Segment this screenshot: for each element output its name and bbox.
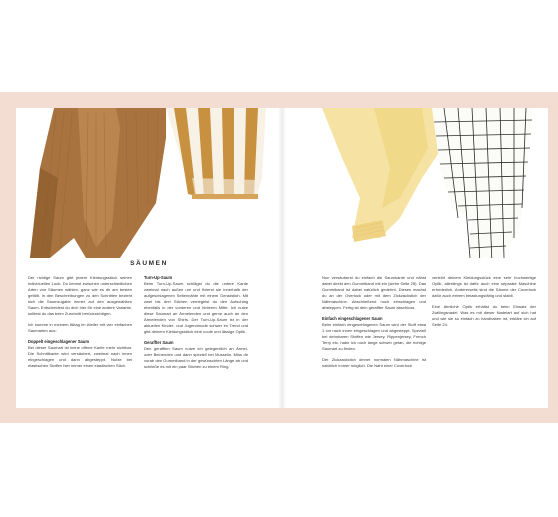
photo-corduroy-and-striped-pants (16, 108, 282, 258)
subheading-single-fold-hem: Einfach eingeschlagener Saum (322, 316, 383, 321)
grid-pants (432, 108, 532, 258)
photo-yellow-and-grid-pants (282, 108, 548, 258)
subheading-turn-up-hem: Turn-Up-Saum (144, 275, 173, 280)
pants-illustration-right (282, 108, 548, 258)
right-page (282, 108, 548, 408)
left-page (16, 108, 282, 408)
book-spread (16, 108, 548, 408)
right-page-column-2 (432, 275, 536, 333)
paragraph-single-fold-hem: Beim einfach eingeschlagenen Saum wird der Stoff etwa 1 cm nach innen eingeschlagen und abgesteppt. Speziell bei dehnbaren Stoffen wie Jersey, Rippenjersey, French Terry etc. habe ich noch lange schwer getan, die richtige Saumart zu finden. (322, 322, 426, 351)
intro-paragraph: Der richtige Saum gibt jedem Kleidungsstück seinen individuellen Look. Du kennst zwischen unterschiedlichen Arten von Säumen wählen, ganz wie es dir am besten gefällt. In den Beschreibungen zu den Schnitten bezieht sich die Saumzugabe immer auf den ausgewählten Saum. Entscheidest du dich hier für eine andere Variante, solltest du das beim Zuschnitt berücksichtigen. (28, 275, 132, 316)
intro-paragraph-2: Ich komme in meinem Alltag im Atelier mit vier einfachen Saumarten aus: (28, 322, 132, 333)
subheading-gathered-hem: Geraffter Saum (144, 340, 174, 345)
left-page-column-2 (144, 275, 248, 375)
corduroy-pants (30, 108, 166, 258)
paragraph-gathered-hem-continued: Nun versäuberst du einfach die Saumkante und nähst dabei direkt den Gummiband mit ein (siehe Seite 25). Das Gummiband ist dabei natürlich gedehnt. Dieses machst du an der Overlock oder mit dem Zickzackstich der Nähmaschine. Abschließend noch einschlagen und absteppen. Fertig ist dein geraffter Saum abschluss. (322, 275, 426, 310)
subheading-double-hem: Doppelt eingeschlagener Saum (28, 339, 89, 344)
section-heading: SÄUMEN (130, 260, 168, 267)
right-page-column-1 (322, 275, 426, 374)
paragraph-zigzag-stitch: Der Zickzackstich deiner normalen Nähmaschine ist natürlich immer möglich. Die Naht einer Coverlock (322, 357, 426, 368)
paragraph-double-hem: Bei dieser Saumart ist keine offene Kante mehr sichtbar. Die Schnittkante wird versäubert, zweimal nach innen eingeschlagen und dann abgesteppt. Nutze bei elastischen Stoffen hier immer einen elastischen Stich. (28, 345, 132, 368)
left-page-column-1 (28, 275, 132, 374)
pants-illustration-left (16, 108, 282, 258)
yellow-muslin-pants (322, 108, 442, 242)
paragraph-gathered-hem: Den gerafften Saum nutze ich gelegentlich an Ärmel- oder Beinenden und dann speziell bei Musselin. Miss dir vorab den Gummiband in der gewünschten Länge ab und schließe es mit ein paar Stichen zu einem Ring. (144, 346, 248, 369)
striped-pants (166, 108, 266, 200)
paragraph-twin-needle: Eine ähnliche Optik erhältst du beim Einsatz der Zwillingsnadel. Was es mit dieser Nadelart auf sich hat und wie sie so einfach zu handhaben ist, erkläre ich auf Seite 24. (432, 304, 536, 327)
paragraph-turn-up-hem: Beim Turn-Up-Saum schlägst du die untere Kante zweimal nach außen um und fixierst sie innerhalb der aufgeschlagenen Seitennähte mit einem Geradstich. Mit zwei bis drei Stichen verriegelst du den Aufschlag ebenfalls in der vorderen und hinteren Mitte. Ich nutze diese Saumart an Ärmelenden und gerne auch an den Ärmelenden von Shirts. Der Turn-Up-Saum ist in der aktuellen Kinder- und Jugendmode schwer im Trend und gibt deinem Kleidungsstück eine coole und lässige Optik. (144, 281, 248, 334)
paragraph-coverlock: verleiht deinem Kleidungsstück eine sehr hochwertige Optik, allerdings ist dafür auch eine separate Maschine erforderlich. Andererseits sind die Säume der Coverlock dafür auch extrem belastungsfähig und stabil. (432, 275, 536, 298)
